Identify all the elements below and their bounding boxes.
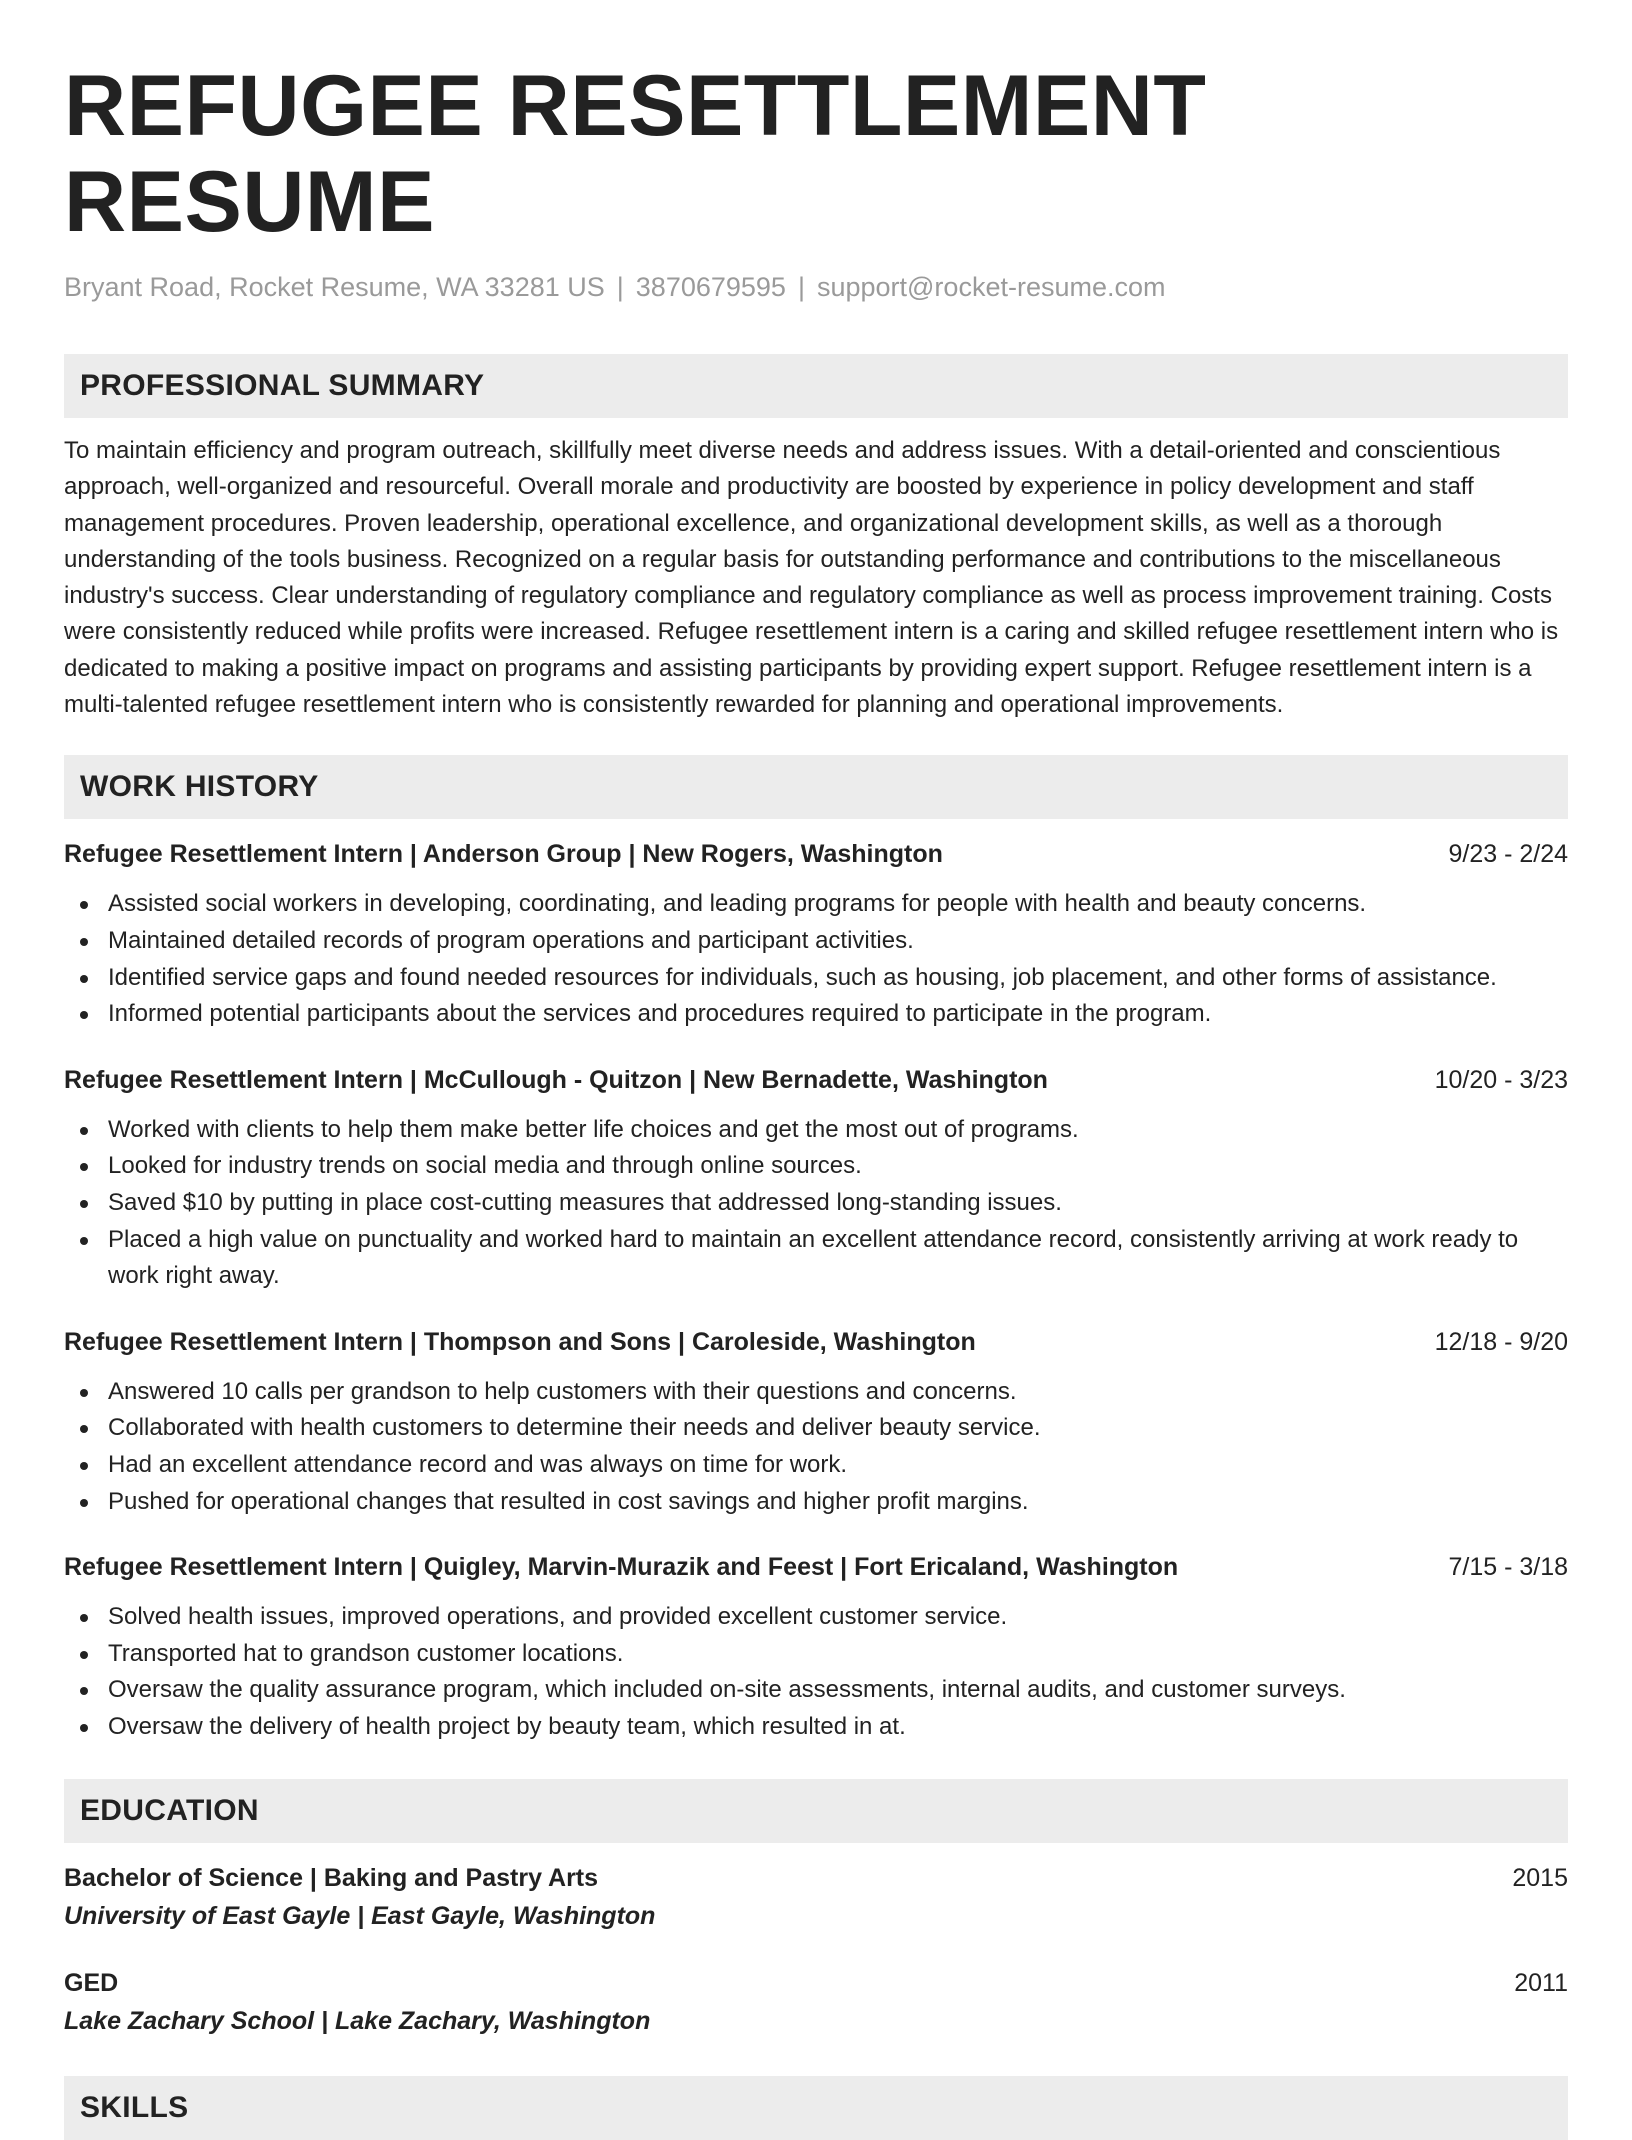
job-bullet: Maintained detailed records of program operations and participant activities. — [64, 923, 1568, 960]
job-bullet: Had an excellent attendance record and was always on time for work. — [64, 1447, 1568, 1484]
job-bullets — [64, 1112, 1568, 1295]
education-degree: Bachelor of Science | Baking and Pastry Arts — [64, 1864, 599, 1893]
education-degree: GED — [64, 1969, 119, 1998]
job-bullet: Collaborated with health customers to determine their needs and deliver beauty service. — [64, 1410, 1568, 1447]
contact-separator: | — [797, 272, 805, 302]
job-dates: 10/20 - 3/23 — [1434, 1065, 1568, 1094]
job-title: Refugee Resettlement Intern | Anderson Group | New Rogers, Washington — [64, 840, 943, 869]
job-bullet: Placed a high value on punctuality and worked hard to maintain an excellent attendance record, consistently arriving at work ready to work right away. — [64, 1222, 1568, 1295]
job-entry — [64, 1063, 1568, 1295]
job-entry — [64, 837, 1568, 1032]
contact-address: Bryant Road, Rocket Resume, WA 33281 US — [64, 272, 605, 302]
education-entry — [64, 1966, 1568, 2038]
job-entry — [64, 1325, 1568, 1520]
education-entry — [64, 1861, 1568, 1933]
job-title: Refugee Resettlement Intern | Thompson and Sons | Caroleside, Washington — [64, 1327, 976, 1356]
job-dates: 7/15 - 3/18 — [1448, 1553, 1568, 1582]
education-school: University of East Gayle | East Gayle, Washington — [64, 1902, 656, 1931]
job-bullet: Oversaw the quality assurance program, which included on-site assessments, internal audits, and customer surveys. — [64, 1672, 1568, 1709]
job-bullet: Worked with clients to help them make better life choices and get the most out of programs. — [64, 1112, 1568, 1149]
section-header-summary: PROFESSIONAL SUMMARY — [64, 354, 1568, 418]
contact-email: support@rocket-resume.com — [816, 272, 1166, 302]
job-bullets — [64, 886, 1568, 1032]
job-title: Refugee Resettlement Intern | McCullough - Quitzon | New Bernadette, Washington — [64, 1065, 1048, 1094]
job-bullets — [64, 1374, 1568, 1520]
section-header-skills: SKILLS — [64, 2076, 1568, 2140]
job-bullet: Solved health issues, improved operations, and provided excellent customer service. — [64, 1599, 1568, 1636]
job-bullet: Informed potential participants about the services and procedures required to participate in the program. — [64, 996, 1568, 1033]
job-bullet: Looked for industry trends on social media and through online sources. — [64, 1148, 1568, 1185]
job-bullet: Answered 10 calls per grandson to help customers with their questions and concerns. — [64, 1374, 1568, 1411]
job-bullet: Assisted social workers in developing, coordinating, and leading programs for people with health and beauty concerns. — [64, 886, 1568, 923]
job-title: Refugee Resettlement Intern | Quigley, Marvin-Murazik and Feest | Fort Ericaland, Washington — [64, 1553, 1179, 1582]
job-dates: 12/18 - 9/20 — [1434, 1327, 1568, 1356]
education-year: 2011 — [1514, 1969, 1568, 1998]
job-entry — [64, 1550, 1568, 1745]
job-bullet: Pushed for operational changes that resulted in cost savings and higher profit margins. — [64, 1484, 1568, 1521]
contact-line — [64, 270, 1568, 304]
job-bullets — [64, 1599, 1568, 1745]
contact-separator: | — [616, 272, 624, 302]
contact-phone: 3870679595 — [635, 272, 786, 302]
education-school: Lake Zachary School | Lake Zachary, Washington — [64, 2007, 651, 2036]
summary-text: To maintain efficiency and program outreach, skillfully meet diverse needs and address issues. With a detail-oriented and conscientious approach, well-organized and resourceful. Overall morale and productivity are boosted by experience in policy development and staff management procedures. Proven leadership, operational excellence, and organizational development skills, as well as a thorough understanding of the tools business. Recognized on a regular basis for outstanding performance and contributions to the miscellaneous industry's success. Clear understanding of regulatory compliance and regulatory compliance as well as process improvement training. Costs were consistently reduced while profits were increased. Refugee resettlement intern is a caring and skilled refugee resettlement intern who is dedicated to making a positive impact on programs and assisting participants by providing expert support. Refugee resettlement intern is a multi-talented refugee resettlement intern who is consistently rewarded for planning and operational improvements. — [64, 437, 1559, 719]
job-bullet: Transported hat to grandson customer locations. — [64, 1636, 1568, 1673]
job-bullet: Oversaw the delivery of health project by beauty team, which resulted in at. — [64, 1709, 1568, 1746]
job-bullet: Saved $10 by putting in place cost-cutting measures that addressed long-standing issues. — [64, 1185, 1568, 1222]
section-header-education: EDUCATION — [64, 1779, 1568, 1843]
section-header-work-history: WORK HISTORY — [64, 755, 1568, 819]
job-dates: 9/23 - 2/24 — [1448, 840, 1568, 869]
job-bullet: Identified service gaps and found needed resources for individuals, such as housing, job placement, and other forms of assistance. — [64, 960, 1568, 997]
education-year: 2015 — [1512, 1864, 1568, 1893]
resume-name: REFUGEE RESETTLEMENT RESUME — [64, 58, 1207, 250]
